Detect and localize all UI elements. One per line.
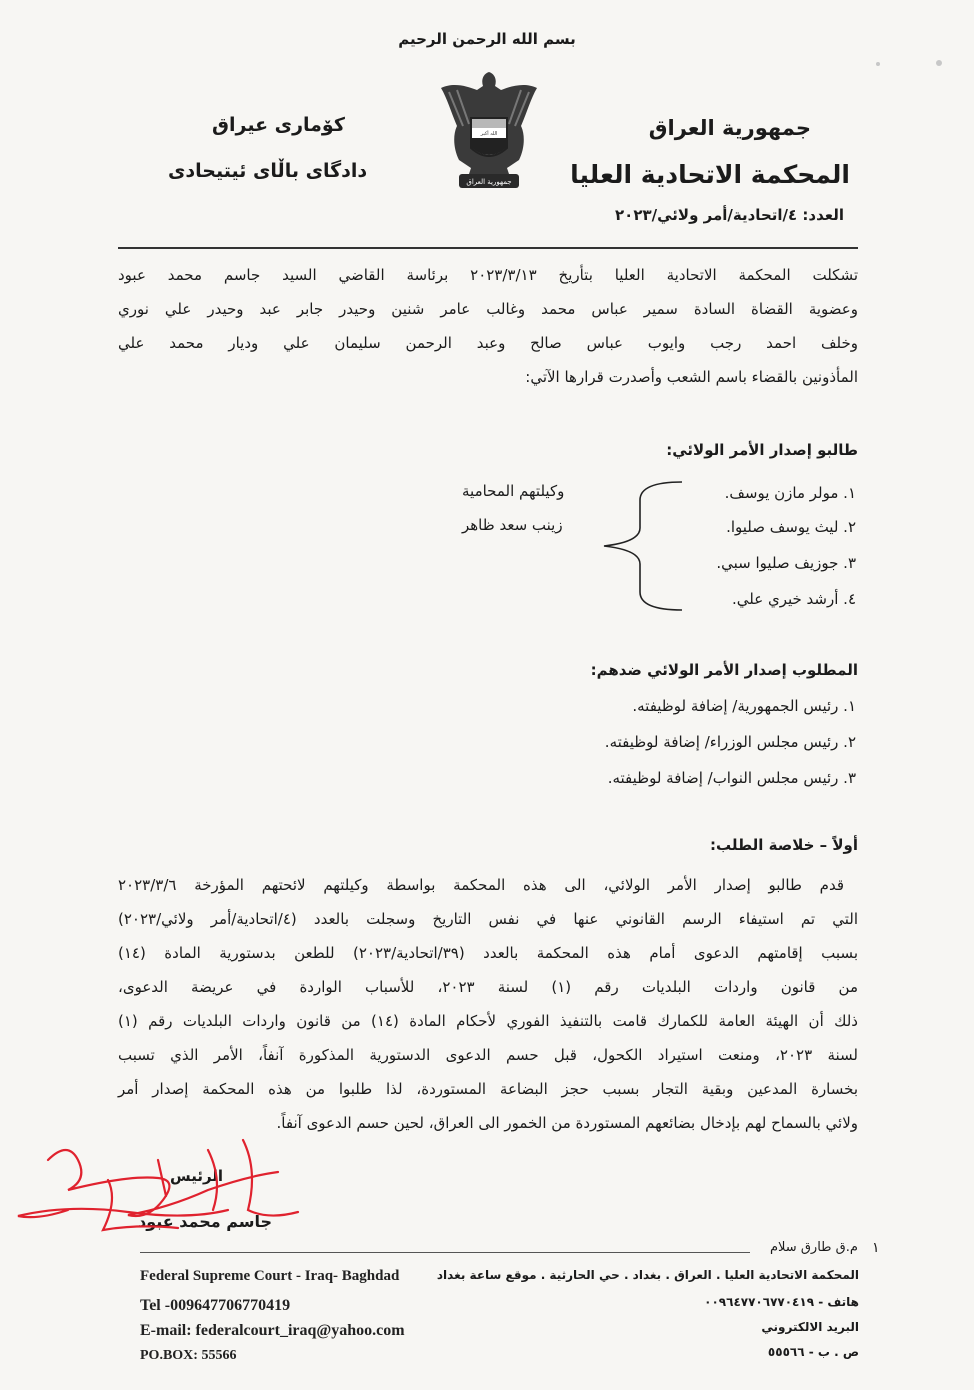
- republic-title: جمهورية العراق: [648, 116, 811, 140]
- page-number: ١: [872, 1240, 880, 1256]
- footer-initials: م.ق طارق سلام: [770, 1240, 858, 1255]
- kurdish-republic-title: كۆماری عيراق: [212, 114, 345, 136]
- summary-line: لسنة ٢٠٢٣، ومنعت استيراد الكحول، قبل حسم الدعوى الدستورية المذكورة آنفاً، الأمر الذي تسبب: [118, 1046, 858, 1064]
- handwritten-signature: [8, 1120, 308, 1260]
- summary-heading: أولاً – خلاصة الطلب:: [710, 836, 858, 854]
- summary-line: بخسارة المدعين وبقية التجار بسبب حجز البضاعة المستوردة، لذا طلبوا من هذه المحكمة إصدار أمر: [118, 1080, 858, 1098]
- summary-paragraph: [118, 868, 858, 1140]
- intro-line: وعضوية القضاة السادة سمير عباس محمد وغالب عامر شنين وحيدر جابر عبد وحيدر علي نوري: [118, 300, 858, 318]
- footer-phone-en: Tel -009647706770419: [140, 1297, 291, 1314]
- respondents-heading: المطلوب إصدار الأمر الولائي ضدهم:: [590, 661, 858, 679]
- footer-phone-ar: هاتف - ٠٠٩٦٤٧٧٠٦٧٧٠٤١٩: [704, 1295, 859, 1309]
- footer-address-ar: المحكمة الاتحادية العليا . العراق . بغداد . حي الحارثية . موقع ساعة بغداد: [436, 1268, 859, 1282]
- lawyer-name: زينب سعد ظاهر: [462, 516, 563, 534]
- applicants-heading: طالبو إصدار الأمر الولائي:: [666, 441, 858, 459]
- scan-speck: [876, 62, 880, 66]
- summary-line: التي تم استيفاء الرسم القانوني عنها في نفس التاريخ وسجلت بالعدد (٤/اتحادية/أمر ولائي/٢٠٢٣): [118, 910, 858, 928]
- eagle-emblem-icon: [437, 68, 541, 196]
- respondent-item: ١. رئيس الجمهورية/ إضافة لوظيفته.: [632, 697, 856, 715]
- header-divider: [118, 247, 858, 249]
- summary-line: ولائي بالسماح لهم بإدخال بضائعهم المستوردة من الخمور الى العراق، لحين حسم الدعوى آنفاً.: [276, 1114, 858, 1132]
- kurdish-court-title: دادگای باڵای ئيتيحادی: [168, 160, 368, 182]
- applicant-item: ٤. أرشد خيري علي.: [732, 590, 856, 608]
- court-title: المحكمة الاتحادية العليا: [570, 160, 850, 189]
- document-number: العدد: ٤/اتحادية/أمر ولائي/٢٠٢٣: [615, 206, 844, 224]
- intro-line: تشكلت المحكمة الاتحادية العليا بتأريخ ٢٠٢٣/٣/١٣ برئاسة القاضي السيد جاسم محمد عبود: [118, 266, 858, 284]
- footer-email-en: E-mail: federalcourt_iraq@yahoo.com: [140, 1322, 405, 1339]
- footer-pobox-ar: ص . ب - ٥٥٥٦٦: [767, 1345, 859, 1359]
- signature-title: الرئيس: [170, 1167, 224, 1185]
- summary-line: من قانون واردات البلديات رقم (١) لسنة ٢٠٢٣، للأسباب الواردة في عريضة الدعوى،: [118, 978, 858, 996]
- intro-line: وخلف احمد رجب وايوب عباس صالح وعبد الرحمن سليمان علي وديار محمد علي: [118, 334, 858, 352]
- footer-court-en: Federal Supreme Court - Iraq- Baghdad: [140, 1268, 400, 1284]
- applicant-item: ٣. جوزيف صليوا سبي.: [716, 554, 856, 572]
- footer-email-ar: البريد الالكتروني: [761, 1320, 859, 1334]
- intro-paragraph: [118, 258, 858, 394]
- applicant-item: ١. مولر مازن يوسف.: [724, 484, 856, 502]
- lawyer-label: وكيلتهم المحامية: [462, 482, 565, 500]
- summary-line: ذلك أن الهيئة العامة للكمارك قامت بالتنفيذ الفوري لأحكام المادة (١٤) من قانون واردات البلديات رقم (١): [118, 1012, 858, 1030]
- scan-speck: [936, 60, 942, 66]
- signatory-name: جاسم محمد عبود: [138, 1212, 273, 1231]
- curly-brace-icon: [596, 476, 686, 616]
- respondent-item: ٣. رئيس مجلس النواب/ إضافة لوظيفته.: [607, 769, 856, 787]
- intro-line: المأذونين بالقضاء باسم الشعب وأصدرت قرارها الآتي:: [525, 368, 858, 386]
- applicant-item: ٢. ليث يوسف صليوا.: [726, 518, 856, 536]
- emblem-scroll-text: جمهورية العراق: [466, 178, 512, 186]
- summary-line: قدم طالبو إصدار الأمر الولائي، الى هذه المحكمة بواسطة وكيلتهم لائحتهم المؤرخة ٢٠٢٣/٣/٦: [118, 876, 844, 894]
- footer-pobox-en: PO.BOX: 55566: [140, 1348, 237, 1363]
- svg-text:الله أكبر: الله أكبر: [480, 131, 498, 137]
- basmala: بسم الله الرحمن الرحيم: [398, 30, 576, 48]
- summary-line: بسبب إقامتهم الدعوى أمام هذه المحكمة بالعدد (٣٩/اتحادية/٢٠٢٣) للطعن بدستورية المادة (١٤): [118, 944, 858, 962]
- footer-divider: [140, 1252, 750, 1253]
- respondent-item: ٢. رئيس مجلس الوزراء/ إضافة لوظيفته.: [604, 733, 856, 751]
